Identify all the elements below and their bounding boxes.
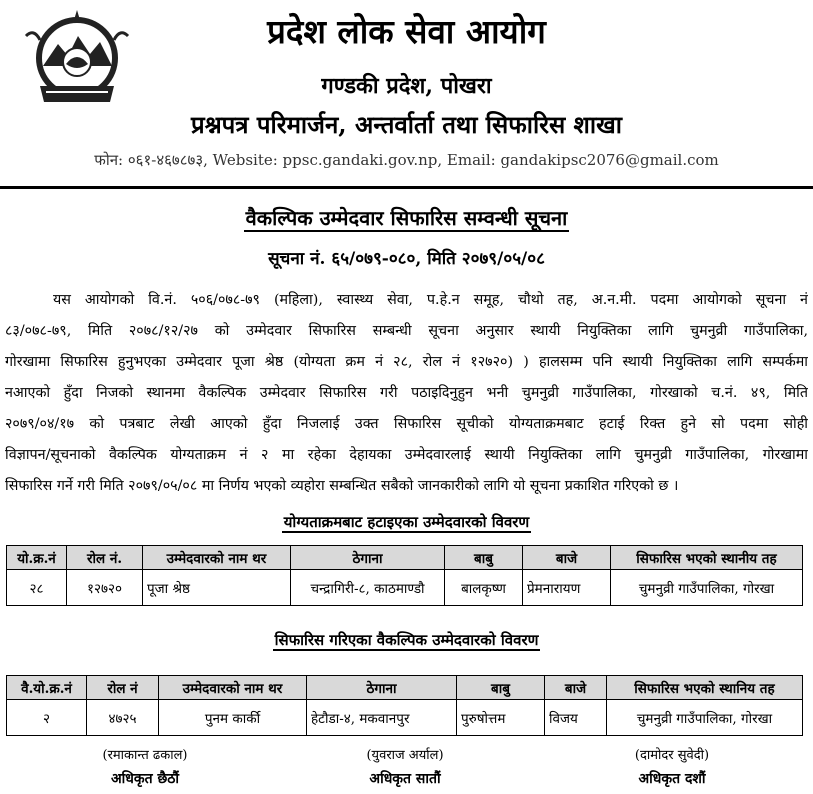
branch-title: प्रश्नपत्र परिमार्जन, अन्तर्वार्ता तथा सिफारिस शाखा <box>191 110 622 139</box>
recommended-candidates-table <box>6 675 803 736</box>
col-header: उम्मेदवारको नाम थर <box>159 676 307 700</box>
province-subtitle: गण्डकी प्रदेश, पोखरा <box>321 73 492 99</box>
table-cell: २८ <box>7 570 67 606</box>
col-header: बाबु <box>445 546 523 570</box>
col-header: यो.क्र.नं <box>7 546 67 570</box>
notice-number: सूचना नं. ६५/०७९-०८०, मिति २०७९/०५/०८ <box>268 249 545 269</box>
col-header: रोल नं. <box>67 546 143 570</box>
body-line: गोरखामा सिफारिस हुनुभएका उम्मेदवार पूजा श्रेष्ठ (योग्यता क्रम नं २८, रोल नं १२७२०) ) हालसम्म पनि स्थायी नियुक्तिका लागि सम्पर्कमा <box>5 354 808 370</box>
col-header: ठेगाना <box>291 546 445 570</box>
removed-candidates-table <box>6 545 803 606</box>
table-cell: पुनम कार्की <box>159 700 307 736</box>
table-cell: हेटौडा-४, मकवानपुर <box>307 700 457 736</box>
body-line: ८३/०७८-७९, मिति २०७८/१२/२७ को उम्मेदवार सिफारिस सम्बन्धी सूचना अनुसार स्थायी नियुक्तिका लागि चुमनुव्री गाउँपालिका, <box>5 323 808 339</box>
col-header: उम्मेदवारको नाम थर <box>143 546 291 570</box>
col-header: बाजे <box>545 676 607 700</box>
recommended-section-title: सिफारिस गरिएका वैकल्पिक उम्मेदवारको विवरण <box>274 631 539 649</box>
notice-title: वैकल्पिक उम्मेदवार सिफारिस सम्वन्धी सूचना <box>245 206 568 230</box>
signatory-name: (दामोदर सुवेदी) <box>634 748 710 763</box>
col-header: रोल नं <box>87 676 159 700</box>
header-divider <box>0 186 813 189</box>
signatory-name: (युवराज अर्याल) <box>366 748 444 763</box>
table-header-row <box>7 676 803 700</box>
table-cell: प्रेमनारायण <box>523 570 611 606</box>
signatory <box>45 745 245 788</box>
removed-section-title: योग्यताक्रमबाट हटाइएका उम्मेदवारको विवरण <box>283 513 530 531</box>
letterhead <box>0 0 813 190</box>
table-cell: चन्द्रागिरी-८, काठमाण्डौ <box>291 570 445 606</box>
table-cell: बालकृष्ण <box>445 570 523 606</box>
col-header: सिफारिस भएको स्थानिय तह <box>607 676 803 700</box>
col-header: वै.यो.क्र.नं <box>7 676 87 700</box>
signatory-post: अधिकृत छैठौं <box>110 771 180 787</box>
body-line: विज्ञापन/सूचनाको वैकल्पिक योग्यताक्रम नं २ मा रहेका देहायका उम्मेदवारलाई स्थायी नियुक्तिका लागि चुमनुव्री गाउँपालिका, गोरखामा <box>5 447 808 463</box>
table-row <box>7 700 803 736</box>
table-cell: ४७२५ <box>87 700 159 736</box>
col-header: बाजे <box>523 546 611 570</box>
col-header: बाबु <box>457 676 545 700</box>
contact-line: फोन: ०६१-४६७८७३, Website: ppsc.gandaki.gov.np, Email: gandakipsc2076@gmail.com <box>94 151 719 169</box>
commission-title: प्रदेश लोक सेवा आयोग <box>267 12 546 51</box>
table-cell: पूजा श्रेष्ठ <box>143 570 291 606</box>
table-cell: चुमनुव्री गाउँपालिका, गोरखा <box>611 570 803 606</box>
notice-body <box>5 285 808 502</box>
table-cell: विजय <box>545 700 607 736</box>
signatory-name: (रमाकान्त ढकाल) <box>102 748 188 763</box>
signatory <box>572 745 772 788</box>
col-header: सिफारिस भएको स्थानीय तह <box>611 546 803 570</box>
table-row <box>7 570 803 606</box>
table-cell: पुरुषोत्तम <box>457 700 545 736</box>
body-line: सिफारिस गर्ने गरी मिति २०७९/०५/०८ मा निर्णय भएको व्यहोरा सम्बन्धित सबैको जानकारीको लागि यो सूचना प्रकाशित गरिएको छ । <box>5 478 679 494</box>
signatory <box>305 745 505 788</box>
table-cell: चुमनुव्री गाउँपालिका, गोरखा <box>607 700 803 736</box>
body-line: २०७९/०४/१७ को पत्रबाट लेखी आएको हुँदा निजलाई उक्त सिफारिस सूचीको योग्यताक्रमबाट हटाई रिक्त हुने सो पदमा सोही <box>5 416 808 432</box>
signatory-post: अधिकृत सातौं <box>369 771 441 787</box>
signatory-post: अधिकृत दशौं <box>638 771 706 787</box>
table-header-row <box>7 546 803 570</box>
body-line: यस आयोगको वि.नं. ५०६/०७८-७९ (महिला), स्वास्थ्य सेवा, प.हे.न समूह, चौथो तह, अ.न.मी. पदमा आयोगको सूचना नं <box>53 292 808 308</box>
col-header: ठेगाना <box>307 676 457 700</box>
table-cell: २ <box>7 700 87 736</box>
body-line: नआएको हुँदा निजको स्थानमा वैकल्पिक उम्मेदवार सिफारिस गरी पठाइदिनुहुन भनी चुमनुव्री गाउँपालिका, गोरखाको च.नं. ४९, मिति <box>5 385 808 401</box>
table-cell: १२७२० <box>67 570 143 606</box>
